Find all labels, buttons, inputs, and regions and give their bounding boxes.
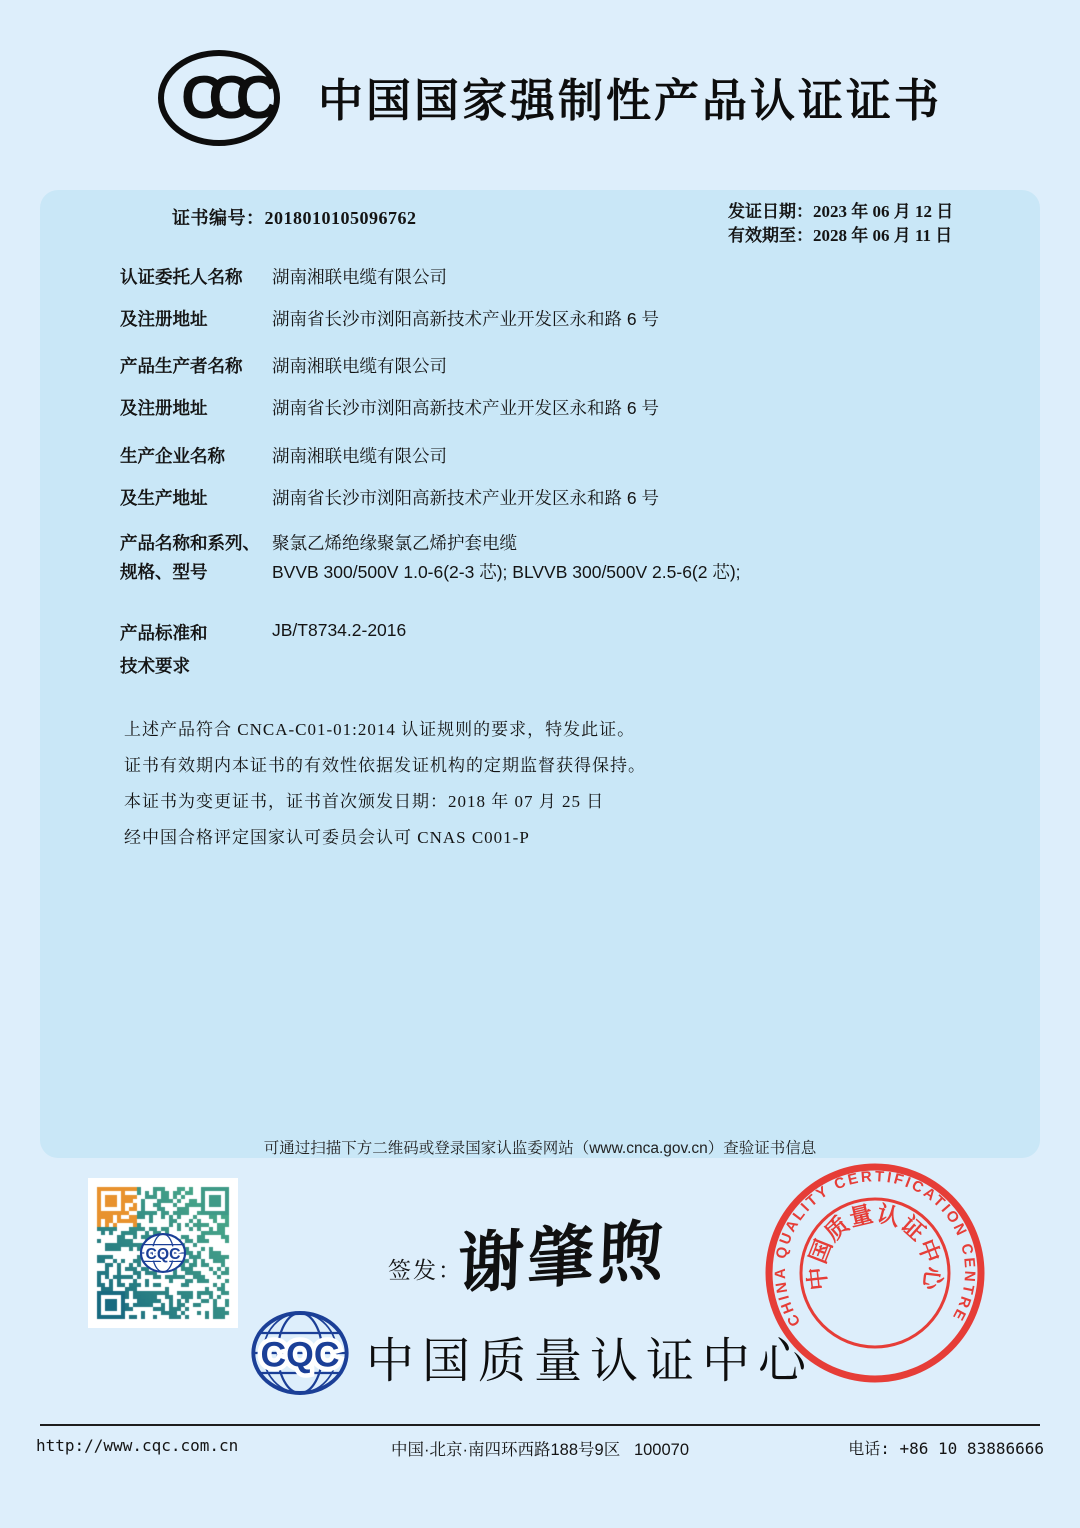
sign-label: 签发： <box>388 1257 463 1283</box>
certificate-panel <box>40 190 1040 1158</box>
field-value: 湖南湘联电缆有限公司 <box>272 356 447 376</box>
statement-line: 上述产品符合 CNCA-C01-01:2014 认证规则的要求，特发此证。 <box>124 720 636 739</box>
field-value: 湖南省长沙市浏阳高新技术产业开发区永和路 6 号 <box>272 488 659 508</box>
svg-text:中国质量认证中心 <box>803 1200 947 1292</box>
certificate-number-value: 2018010105096762 <box>264 208 417 228</box>
issue-date-label: 发证日期： <box>728 202 813 221</box>
field-label: 及注册地址 <box>120 309 208 329</box>
certificate-dates <box>728 200 953 248</box>
field-label: 及注册地址 <box>120 398 208 418</box>
expiry-date-value: 2028 年 06 月 11 日 <box>813 226 953 245</box>
cqc-logo-icon <box>250 1308 350 1398</box>
field-label: 技术要求 <box>120 656 190 676</box>
ccc-logo-icon <box>156 48 282 148</box>
stamp-chinese-text: 中国质量认证中心 <box>803 1200 947 1293</box>
stamp-seal <box>760 1158 990 1388</box>
field-label: 规格、型号 <box>120 562 208 582</box>
field-value: 湖南湘联电缆有限公司 <box>272 267 447 287</box>
field-label: 认证委托人名称 <box>120 267 243 287</box>
statement-line: 经中国合格评定国家认可委员会认可 CNAS C001-P <box>124 828 530 847</box>
cqc-logo-icon <box>138 1232 188 1274</box>
footer-divider <box>40 1424 1040 1426</box>
stamp-english-text: CHINA QUALITY CERTIFICATION CENTRE <box>771 1168 979 1330</box>
field-value: 聚氯乙烯绝缘聚氯乙烯护套电缆 <box>272 533 517 553</box>
field-value: 湖南省长沙市浏阳高新技术产业开发区永和路 6 号 <box>272 309 659 329</box>
qr-verification-note: 可通过扫描下方二维码或登录国家认监委网站（www.cnca.gov.cn）查验证书信息 <box>263 1140 817 1157</box>
cqc-logo-text: CQC <box>260 1334 340 1375</box>
footer-phone-value: +86 10 83886666 <box>899 1439 1044 1458</box>
ccc-logo-text: CCC <box>181 64 263 131</box>
certificate-number-label: 证书编号： <box>172 208 265 228</box>
footer-website: http://www.cqc.com.cn <box>36 1436 239 1455</box>
expiry-date-row <box>728 224 953 248</box>
field-value: 湖南湘联电缆有限公司 <box>272 446 447 466</box>
field-value: JB/T8734.2-2016 <box>272 620 407 640</box>
field-value: BVVB 300/500V 1.0-6(2-3 芯); BLVVB 300/500V 2.5-6(2 芯); <box>272 562 741 582</box>
expiry-date-label: 有效期至： <box>728 226 813 245</box>
field-label: 产品标准和 <box>120 623 208 643</box>
field-label: 生产企业名称 <box>120 446 225 466</box>
field-label: 产品生产者名称 <box>120 356 243 376</box>
statement-block <box>124 712 646 856</box>
footer-phone <box>848 1436 1044 1459</box>
statement-line: 证书有效期内本证书的有效性依据发证机构的定期监督获得保持。 <box>124 756 646 775</box>
certificate-number <box>172 204 417 230</box>
statement-line: 本证书为变更证书，证书首次颁发日期：2018 年 07 月 25 日 <box>124 792 605 811</box>
issuer-name: 中国质量认证中心 <box>366 1335 815 1388</box>
issue-date-value: 2023 年 06 月 12 日 <box>813 202 954 221</box>
field-label: 及生产地址 <box>120 488 208 508</box>
cqc-logo-text: CQC <box>145 1245 181 1263</box>
page-title: 中国国家强制性产品认证证书 <box>318 75 943 126</box>
field-label: 产品名称和系列、 <box>120 533 260 553</box>
qr-code <box>88 1178 238 1328</box>
footer-address: 中国·北京·南四环西路188号9区 100070 <box>390 1441 690 1459</box>
footer-phone-label: 电话: <box>848 1439 900 1458</box>
field-value: 湖南省长沙市浏阳高新技术产业开发区永和路 6 号 <box>272 398 659 418</box>
issue-date-row <box>728 200 953 224</box>
signature: 谢肇煦 <box>456 1210 669 1304</box>
